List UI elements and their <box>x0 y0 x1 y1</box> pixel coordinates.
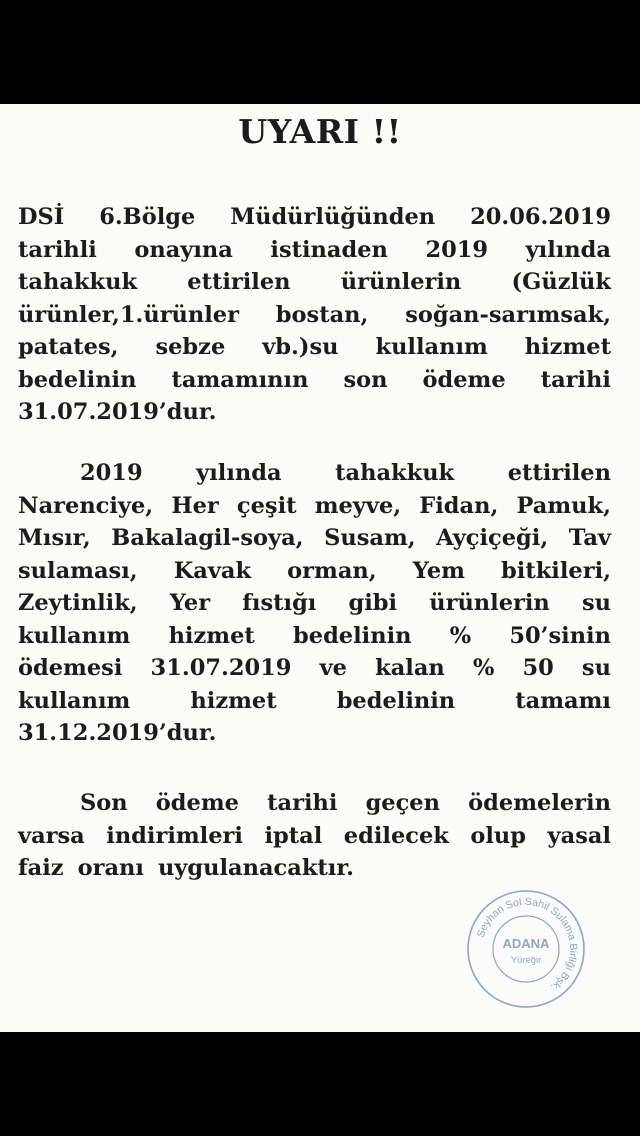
word: 31.07.2019’dur. <box>18 399 217 425</box>
word: Her <box>171 492 219 519</box>
word: meyve, <box>314 492 402 519</box>
word: istinaden <box>270 236 388 263</box>
paragraph2-line <box>18 491 611 521</box>
word: sulaması, <box>18 557 138 584</box>
word: Bakalagil-soya, <box>111 525 304 551</box>
word: tahakkuk <box>335 460 455 486</box>
word: gibi <box>348 590 398 616</box>
word: son <box>343 366 388 393</box>
paragraph1-line <box>18 202 611 232</box>
word: ürünlerin <box>429 590 550 616</box>
word: 50’sinin <box>509 622 611 649</box>
word: hizmet <box>190 687 277 714</box>
word: kullanım <box>18 687 131 714</box>
word: % <box>472 655 495 681</box>
word: bedelinin <box>336 687 456 714</box>
word: Son <box>80 790 128 816</box>
word: Mısır, <box>18 525 91 551</box>
bottom-black-bar <box>0 1032 640 1136</box>
word: ettirilen <box>187 269 291 295</box>
paragraph2-line <box>18 621 611 651</box>
top-black-bar <box>0 0 640 104</box>
word: tamamının <box>171 366 309 393</box>
word: onayına <box>134 236 233 263</box>
word: Ayçiçeği, <box>436 525 549 551</box>
word: hizmet <box>168 622 255 649</box>
paragraph1-line <box>18 365 611 395</box>
word: hizmet <box>524 334 611 360</box>
paragraph1-line <box>18 332 611 362</box>
paragraph2-line <box>18 686 611 716</box>
word: % <box>449 622 472 649</box>
paragraph3-line <box>18 853 611 883</box>
word: tarihi <box>267 790 338 816</box>
word: vb.)su <box>262 334 339 360</box>
word: 31.12.2019’dur. <box>18 720 217 746</box>
page-title: UYARI !! <box>238 112 402 151</box>
word: tahakkuk <box>18 269 138 295</box>
word: yılında <box>525 236 611 263</box>
word: ödemesi <box>18 655 123 681</box>
paragraph2-line <box>18 718 611 748</box>
paragraph2-line <box>18 556 611 586</box>
paragraph2-line <box>18 523 611 553</box>
word: 2019 <box>80 460 143 486</box>
word: kalan <box>375 655 445 681</box>
word: fıstığı <box>242 590 317 616</box>
word: edilecek <box>343 822 449 849</box>
word: ödemelerin <box>468 790 611 816</box>
word: bedelinin <box>18 366 137 393</box>
word: varsa <box>18 822 85 849</box>
word: 50 <box>522 655 554 681</box>
paragraph1-line <box>18 397 611 427</box>
stamp-seal <box>462 885 590 1013</box>
word: 6.Bölge <box>99 204 196 230</box>
word: ettirilen <box>507 460 611 486</box>
word: çeşit <box>236 492 297 519</box>
word: ödeme <box>155 790 239 816</box>
word: su <box>581 590 611 616</box>
word: uygulanacaktır. <box>157 855 354 881</box>
word: tamamı <box>515 687 611 714</box>
word: Fidan, <box>419 492 499 519</box>
paragraph1-line <box>18 300 611 330</box>
word: bedelinin <box>293 622 412 649</box>
word: Zeytinlik, <box>18 590 138 616</box>
word: Yem <box>412 557 465 584</box>
word: geçen <box>365 790 440 816</box>
word: Pamuk, <box>516 492 611 519</box>
word: ödeme <box>422 366 506 393</box>
stamp-district: Yüreğir <box>510 955 542 966</box>
word: kullanım <box>18 622 131 649</box>
word: 20.06.2019 <box>470 204 611 230</box>
word: ve <box>319 655 347 681</box>
paragraph2-line <box>18 653 611 683</box>
word: indirimleri <box>106 822 243 849</box>
word: bostan, <box>275 301 369 328</box>
word: tarihli <box>18 236 97 263</box>
word: DSİ <box>18 204 65 230</box>
word: sebze <box>155 334 226 360</box>
word: su <box>581 655 611 681</box>
word: yılında <box>196 460 282 486</box>
word: ürünler,1.ürünler <box>18 301 239 328</box>
word: 2019 <box>425 236 489 263</box>
word: tarihi <box>540 366 611 393</box>
word: Yer <box>169 590 211 616</box>
word: olup <box>470 822 527 849</box>
word: 31.07.2019 <box>150 655 292 681</box>
word: Müdürlüğünden <box>230 204 436 230</box>
word: kullanım <box>375 334 488 360</box>
paragraph3-line <box>18 788 611 818</box>
word: Tav <box>568 525 611 551</box>
word: (Güzlük <box>511 269 611 295</box>
paragraph2-line <box>18 588 611 618</box>
paragraph3-line <box>18 821 611 851</box>
word: patates, <box>18 334 119 360</box>
word: Susam, <box>324 525 416 551</box>
stamp-city: ADANA <box>502 936 550 951</box>
word: soğan-sarımsak, <box>405 301 611 328</box>
word: Kavak <box>173 557 252 584</box>
word: Narenciye, <box>18 492 154 519</box>
paragraph1-line <box>18 267 611 297</box>
word: iptal <box>264 822 323 849</box>
paragraph2-line <box>18 458 611 488</box>
word: faiz <box>18 855 64 881</box>
word: orman, <box>287 557 377 584</box>
paragraph1-line <box>18 235 611 265</box>
word: ürünlerin <box>340 269 462 295</box>
word: bitkileri, <box>501 557 611 584</box>
stamp-ring-text: Seyhan Sol Sahil Sulama Birliği Bşk. <box>474 895 580 994</box>
word: yasal <box>547 822 611 849</box>
word: oranı <box>77 855 144 881</box>
